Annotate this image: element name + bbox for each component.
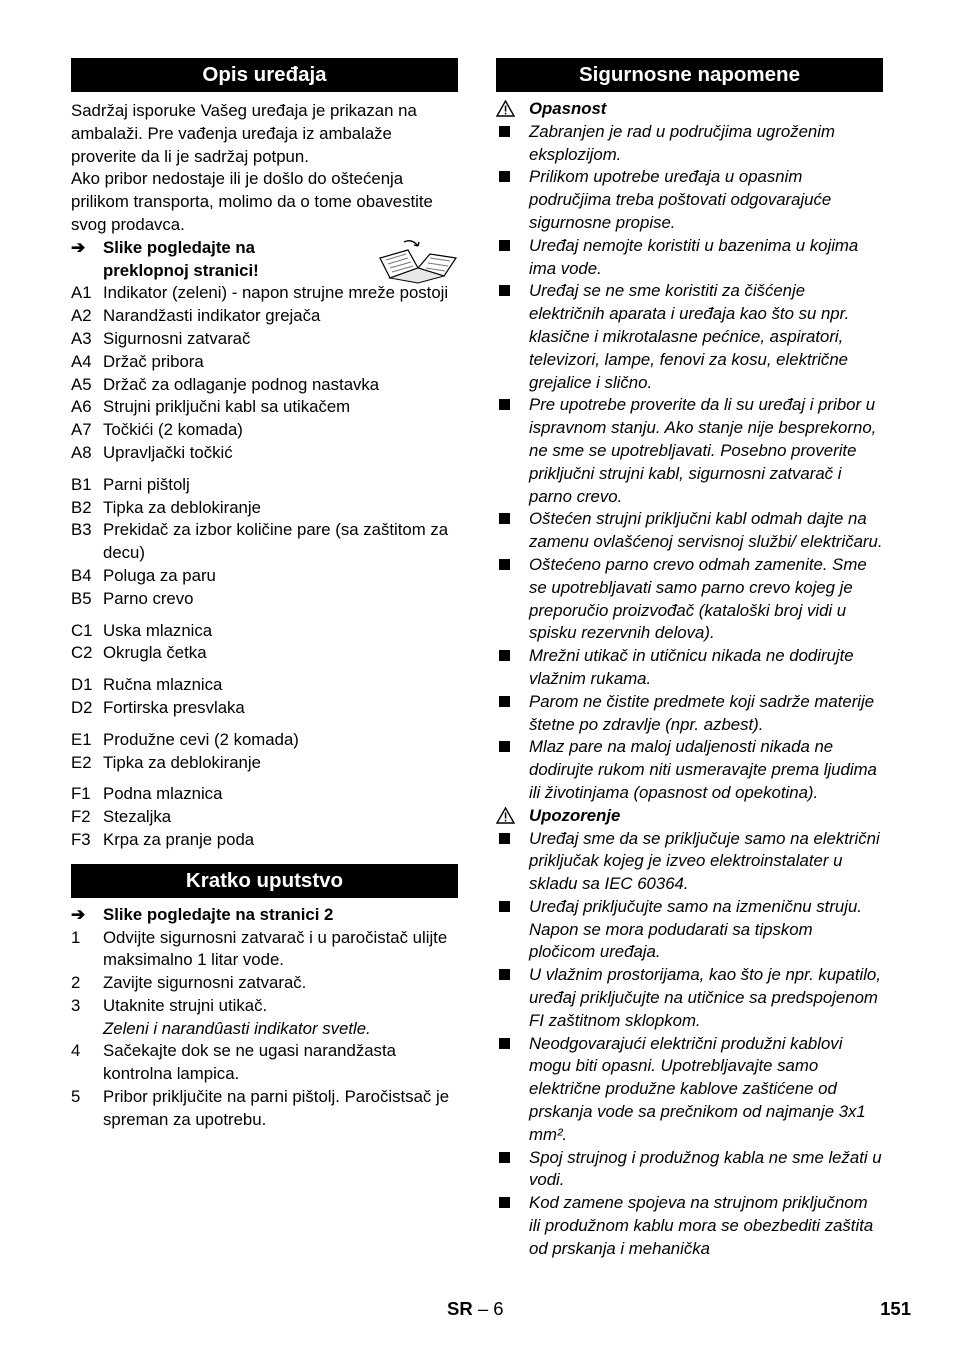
step-item xyxy=(71,1040,458,1086)
component-text: Tipka za deblokiranje xyxy=(103,752,261,772)
square-bullet-icon xyxy=(496,280,529,394)
group-gap xyxy=(71,665,458,674)
component-id: A2 xyxy=(71,306,92,326)
step-number: 1 xyxy=(71,927,81,947)
component-id: B2 xyxy=(71,497,92,517)
safety-text: Spoj strujnog i produžnog kabla ne sme ležati u vodi. xyxy=(529,1147,882,1190)
safety-item xyxy=(496,896,883,964)
component-text: Krpa za pranje poda xyxy=(103,829,255,849)
component-item xyxy=(71,642,458,665)
safety-text: Uređaj priključujte samo na izmeničnu struju. Napon se mora podudarati sa tipskom pločicom uređaja. xyxy=(529,896,862,962)
component-text: Upravljački točkić xyxy=(103,442,233,462)
step-text-main: Zavijte sigurnosni zatvarač. xyxy=(103,973,307,993)
component-item xyxy=(71,305,458,328)
safety-text: Kod zamene spojeva na strujnom priključnom ili produžnom kablu mora se obezbediti zaštita od prskanja i mehanička xyxy=(529,1193,874,1258)
step-number: 4 xyxy=(71,1041,81,1061)
safety-text: Neodgovarajući električni produžni kablovi mogu biti opasni. Upotrebljavajte samo električne produžne kablove zaštićene od prskanja vode sa prečnikom od najmanje 3x1 mm². xyxy=(529,1033,866,1144)
component-item xyxy=(71,328,458,351)
danger-heading: Opasnost xyxy=(496,98,883,121)
square-bullet-icon xyxy=(496,508,529,554)
safety-text: Uređaj nemojte koristiti u bazenima u kojima ima vode. xyxy=(529,235,859,278)
step-number: 5 xyxy=(71,1087,81,1107)
square-bullet-icon xyxy=(496,964,529,1032)
section-title-opis: Opis uređaja xyxy=(71,58,458,92)
group-gap xyxy=(71,720,458,729)
warning-triangle-icon xyxy=(496,98,529,121)
component-id: B1 xyxy=(71,474,92,494)
component-id: A5 xyxy=(71,374,92,394)
square-bullet-icon xyxy=(496,691,529,737)
safety-text: Oštećen strujni priključni kabl odmah dajte na zamenu ovlašćenoj servisnoj službi/ električaru. xyxy=(529,509,883,552)
step-item xyxy=(71,1086,458,1132)
component-text: Fortirska presvlaka xyxy=(103,697,245,717)
step-text xyxy=(103,995,458,1041)
component-text: Stezaljka xyxy=(103,807,172,827)
square-bullet-icon xyxy=(496,1033,529,1147)
step-item xyxy=(71,972,458,995)
component-item xyxy=(71,829,458,852)
safety-item xyxy=(496,280,883,394)
component-id: E2 xyxy=(71,752,92,772)
group-gap xyxy=(71,611,458,620)
arrow-right-icon: ➔ xyxy=(71,237,86,257)
safety-item xyxy=(496,166,883,234)
footer-section: SR – 6 xyxy=(447,1298,504,1319)
step-text xyxy=(103,1086,458,1132)
square-bullet-icon xyxy=(496,1192,529,1260)
step-text-main: Pribor priključite na parni pištolj. Paročistsač je spreman za upotrebu. xyxy=(103,1087,450,1129)
safety-item xyxy=(496,1192,883,1260)
safety-item xyxy=(496,508,883,554)
safety-item xyxy=(496,828,883,896)
square-bullet-icon xyxy=(496,736,529,804)
safety-text: U vlažnim prostorijama, kao što je npr. kupatilo, uređaj priključujte na utičnice sa predspojenom FI zaštitnom sklopkom. xyxy=(529,965,881,1030)
component-text: Držač za odlaganje podnog nastavka xyxy=(103,374,380,394)
component-item xyxy=(71,752,458,775)
component-text: Tipka za deblokiranje xyxy=(103,497,261,517)
safety-item xyxy=(496,964,883,1032)
component-id: C2 xyxy=(71,643,93,663)
component-item xyxy=(71,620,458,643)
square-bullet-icon xyxy=(496,645,529,691)
component-item xyxy=(71,351,458,374)
safety-text: Uređaj se ne sme koristiti za čišćenje električnih aparata i uređaja kao što su npr. klasične i mikrotalasne pećnice, aspiratori, televizori, lampe, fenovi za kosu, električne grejalice i slično. xyxy=(529,281,850,392)
component-item xyxy=(71,374,458,397)
component-id: F1 xyxy=(71,784,91,804)
component-text: Podna mlaznica xyxy=(103,784,223,804)
component-item xyxy=(71,697,458,720)
component-item xyxy=(71,419,458,442)
component-id: E1 xyxy=(71,729,92,749)
component-text: Indikator (zeleni) - napon strujne mreže postoji xyxy=(103,283,449,303)
square-bullet-icon xyxy=(496,166,529,234)
component-item xyxy=(71,396,458,419)
component-id: F3 xyxy=(71,829,91,849)
step-number: 3 xyxy=(71,995,81,1015)
component-id: B4 xyxy=(71,565,92,585)
step-item xyxy=(71,927,458,973)
component-text: Točkići (2 komada) xyxy=(103,420,243,440)
intro-paragraph-2: Ako pribor nedostaje ili je došlo do oštećenja prilikom transporta, molimo da o tome obavestite svog prodavca. xyxy=(71,169,433,234)
square-bullet-icon xyxy=(496,121,529,167)
safety-text: Parom ne čistite predmete koji sadrže materije štetne po zdravlje (npr. azbest). xyxy=(529,691,875,734)
note-figures: ➔ Slike pogledajte na preklopnoj stranici! xyxy=(71,237,458,283)
component-id: C1 xyxy=(71,620,93,640)
safety-text: Mrežni utikač in utičnicu nikada ne dodirujte vlažnim rukama. xyxy=(529,646,854,688)
danger-list xyxy=(496,121,883,805)
warning-list xyxy=(496,828,883,1261)
safety-item xyxy=(496,394,883,508)
open-book-icon xyxy=(378,238,460,284)
component-item xyxy=(71,474,458,497)
safety-item xyxy=(496,691,883,737)
group-gap xyxy=(71,774,458,783)
square-bullet-icon xyxy=(496,394,529,508)
warning-triangle-icon xyxy=(496,805,529,828)
component-id: A6 xyxy=(71,397,92,417)
safety-item xyxy=(496,121,883,167)
component-text: Strujni priključni kabl sa utikačem xyxy=(103,397,351,417)
component-id: D1 xyxy=(71,675,93,695)
component-item xyxy=(71,729,458,752)
section-title-kratko: Kratko uputstvo xyxy=(71,864,458,898)
component-list xyxy=(71,282,458,851)
safety-item xyxy=(496,1147,883,1193)
component-id: B5 xyxy=(71,588,92,608)
right-column xyxy=(496,58,883,1261)
safety-item xyxy=(496,1033,883,1147)
safety-item xyxy=(496,736,883,804)
component-text: Prekidač za izbor količine pare (sa zaštitom za decu) xyxy=(103,520,449,563)
page-number: 151 xyxy=(880,1298,911,1319)
step-text-main: Odvijte sigurnosni zatvarač i u paročistač ulijte maksimalno 1 litar vode. xyxy=(103,927,448,970)
component-text: Okrugla četka xyxy=(103,643,207,663)
component-item xyxy=(71,565,458,588)
step-text xyxy=(103,1040,458,1086)
component-text: Držač pribora xyxy=(103,351,204,371)
step-text xyxy=(103,927,458,973)
component-id: B3 xyxy=(71,520,92,540)
step-number: 2 xyxy=(71,973,81,993)
group-gap xyxy=(71,465,458,474)
component-id: D2 xyxy=(71,697,93,717)
component-text: Parno crevo xyxy=(103,588,194,608)
component-item xyxy=(71,282,458,305)
component-item xyxy=(71,497,458,520)
step-text-main: Utaknite strujni utikač. xyxy=(103,995,268,1015)
left-column xyxy=(71,58,458,1132)
component-item xyxy=(71,783,458,806)
square-bullet-icon xyxy=(496,828,529,896)
steps-list xyxy=(71,927,458,1132)
component-text: Sigurnosni zatvarač xyxy=(103,328,251,348)
intro-paragraph: Sadržaj isporuke Vašeg uređaja je prikazan na ambalaži. Pre vađenja uređaja iz ambalaže proverite da li je sadržaj potpun. xyxy=(71,101,417,166)
component-id: A7 xyxy=(71,420,92,440)
component-id: A4 xyxy=(71,351,92,371)
square-bullet-icon xyxy=(496,235,529,281)
square-bullet-icon xyxy=(496,554,529,645)
safety-item xyxy=(496,554,883,645)
component-item xyxy=(71,588,458,611)
warning-heading: Upozorenje xyxy=(496,805,883,828)
safety-text: Mlaz pare na maloj udaljenosti nikada ne dodirujte rukom niti usmeravajte prema ljudima ili životinjama (opasnost od opekotina). xyxy=(529,737,877,802)
safety-text: Prilikom upotrebe uređaja u opasnim područjima treba poštovati odgovarajuće sigurnosne propise. xyxy=(529,167,832,232)
component-item xyxy=(71,674,458,697)
component-item xyxy=(71,806,458,829)
component-text: Poluga za paru xyxy=(103,565,216,585)
component-text: Uska mlaznica xyxy=(103,620,213,640)
page-footer xyxy=(0,1298,954,1322)
square-bullet-icon xyxy=(496,1147,529,1193)
note-figures-page2: ➔ Slike pogledajte na stranici 2 xyxy=(71,904,458,927)
component-item xyxy=(71,519,458,565)
component-id: A1 xyxy=(71,283,92,303)
component-text: Ručna mlaznica xyxy=(103,675,223,695)
component-item xyxy=(71,442,458,465)
step-item xyxy=(71,995,458,1041)
step-text xyxy=(103,972,458,995)
safety-item xyxy=(496,645,883,691)
component-text: Narandžasti indikator grejača xyxy=(103,306,321,326)
component-text: Produžne cevi (2 komada) xyxy=(103,729,299,749)
section-title-sigurnosne: Sigurnosne napomene xyxy=(496,58,883,92)
arrow-right-icon: ➔ xyxy=(71,904,86,924)
step-text-main: Sačekajte dok se ne ugasi narandžasta kontrolna lampica. xyxy=(103,1041,396,1084)
component-text: Parni pištolj xyxy=(103,474,190,494)
safety-text: Oštećeno parno crevo odmah zamenite. Sme se upotrebljavati samo parno crevo kojeg je preporučio proizvođač (kataloški broj vidi u spisku rezervnih delova). xyxy=(529,554,867,643)
safety-text: Zabranjen je rad u područjima ugroženim eksplozijom. xyxy=(529,121,835,164)
component-id: A8 xyxy=(71,442,92,462)
step-result: Zeleni i narandûasti indikator svetle. xyxy=(103,1018,371,1038)
component-id: A3 xyxy=(71,328,92,348)
component-id: F2 xyxy=(71,807,91,827)
safety-item xyxy=(496,235,883,281)
safety-text: Pre upotrebe proverite da li su uređaj i pribor u ispravnom stanju. Ako stanje nije besprekorno, ne sme se upotrebljavati. Posebno proverite priključni strujni kabl, sigurnosni zatvarač i parno crevo. xyxy=(529,395,877,506)
safety-text: Uređaj sme da se priključuje samo na električni priključak kojeg je izveo elektroinstalater u skladu sa IEC 60364. xyxy=(529,828,880,894)
square-bullet-icon xyxy=(496,896,529,964)
